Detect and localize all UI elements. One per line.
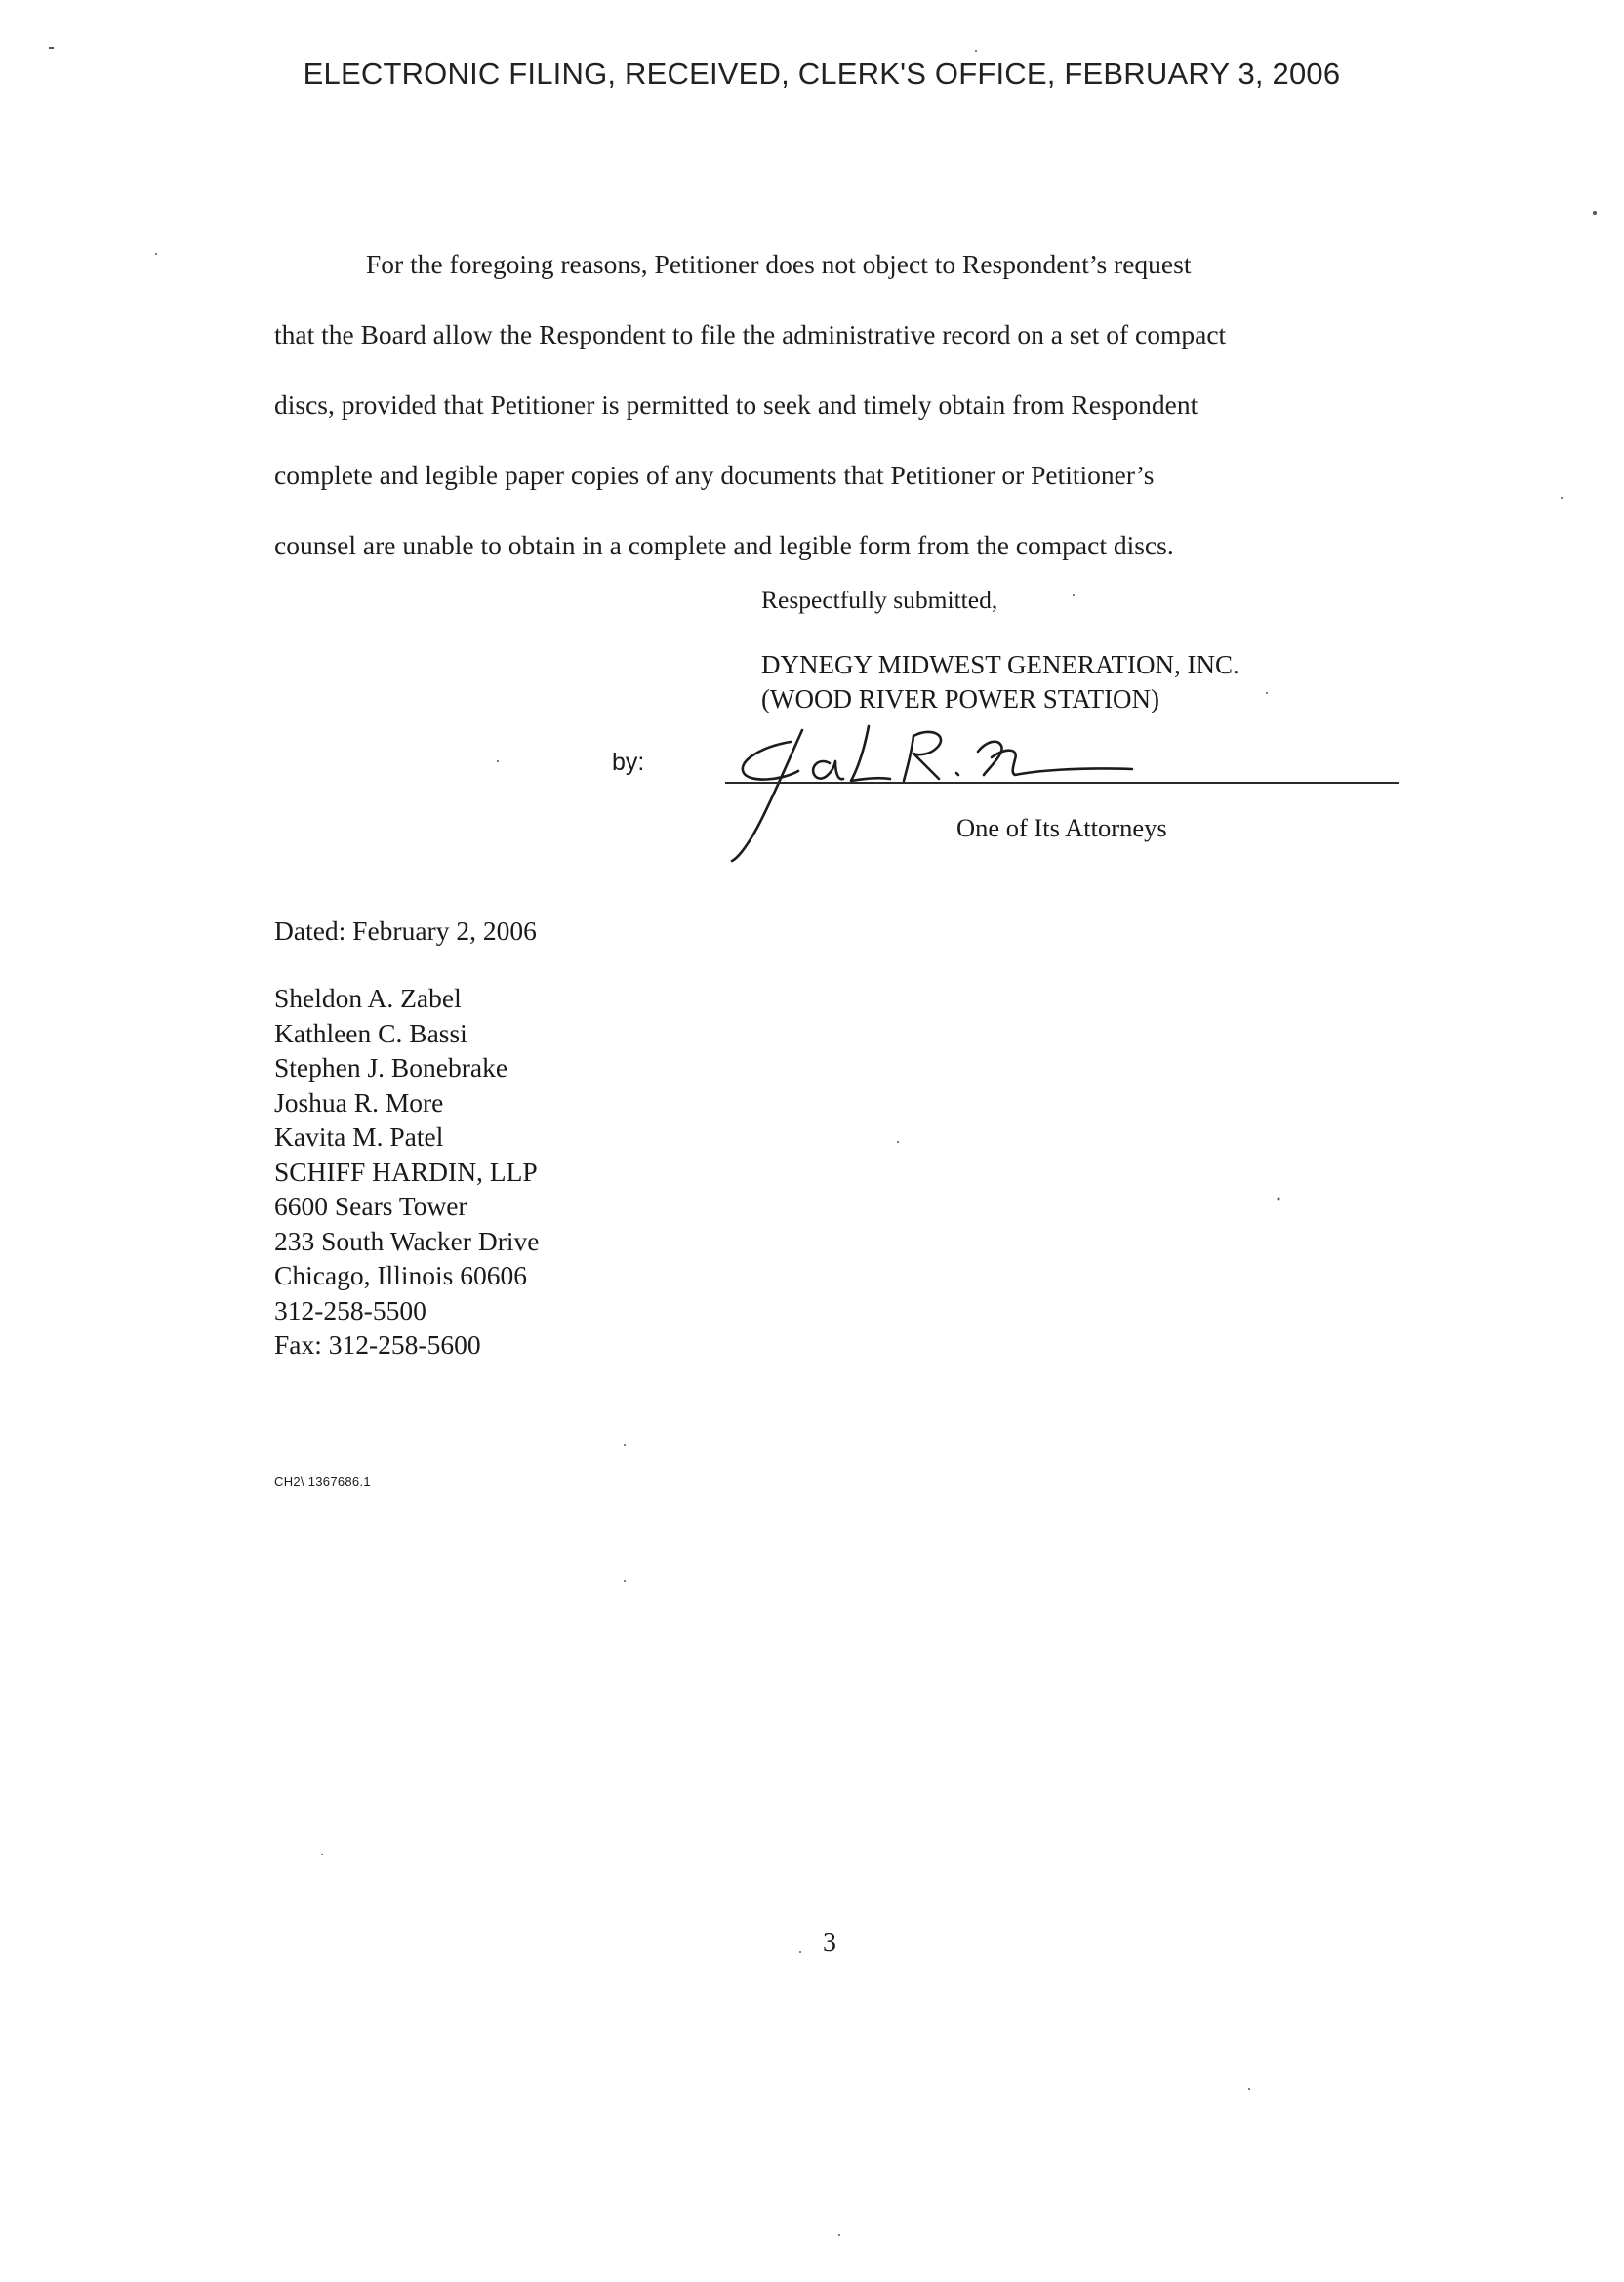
counsel-line: 233 South Wacker Drive — [274, 1225, 540, 1256]
by-label: by: — [612, 749, 645, 776]
paragraph-line: complete and legible paper copies of any documents that Petitioner or Petitioner’s — [274, 460, 1155, 490]
paragraph-line: that the Board allow the Respondent to file the administrative record on a set of compact — [274, 319, 1227, 349]
company-name-line: (WOOD RIVER POWER STATION) — [761, 684, 1160, 713]
counsel-line: Stephen J. Bonebrake — [274, 1052, 508, 1082]
counsel-line: Joshua R. More — [274, 1086, 444, 1118]
counsel-line: Fax: 312-258-5600 — [274, 1329, 481, 1360]
counsel-line: 6600 Sears Tower — [274, 1191, 467, 1221]
company-name-line: DYNEGY MIDWEST GENERATION, INC. — [761, 650, 1239, 679]
date-line: Dated: February 2, 2006 — [274, 916, 537, 946]
counsel-line: Kavita M. Patel — [274, 1121, 444, 1152]
page-number: 3 — [823, 1928, 836, 1958]
filing-stamp-header: ELECTRONIC FILING, RECEIVED, CLERK'S OFFICE, FEBRUARY 3, 2006 — [303, 57, 1341, 91]
counsel-line: 312-258-5500 — [274, 1294, 426, 1325]
document-id: CH2\ 1367686.1 — [274, 1474, 371, 1488]
paragraph-line: discs, provided that Petitioner is permitted to seek and timely obtain from Respondent — [274, 389, 1198, 420]
signer-role: One of Its Attorneys — [956, 813, 1167, 842]
counsel-line: Chicago, Illinois 60606 — [274, 1260, 527, 1290]
paragraph-line: For the foregoing reasons, Petitioner does not object to Respondent’s request — [366, 249, 1192, 279]
paragraph-line: counsel are unable to obtain in a complete and legible form from the compact discs. — [274, 530, 1174, 560]
counsel-line: Sheldon A. Zabel — [274, 983, 462, 1013]
counsel-line: Kathleen C. Bassi — [274, 1017, 467, 1048]
closing-text: Respectfully submitted, — [761, 586, 998, 614]
counsel-line: SCHIFF HARDIN, LLP — [274, 1156, 538, 1187]
